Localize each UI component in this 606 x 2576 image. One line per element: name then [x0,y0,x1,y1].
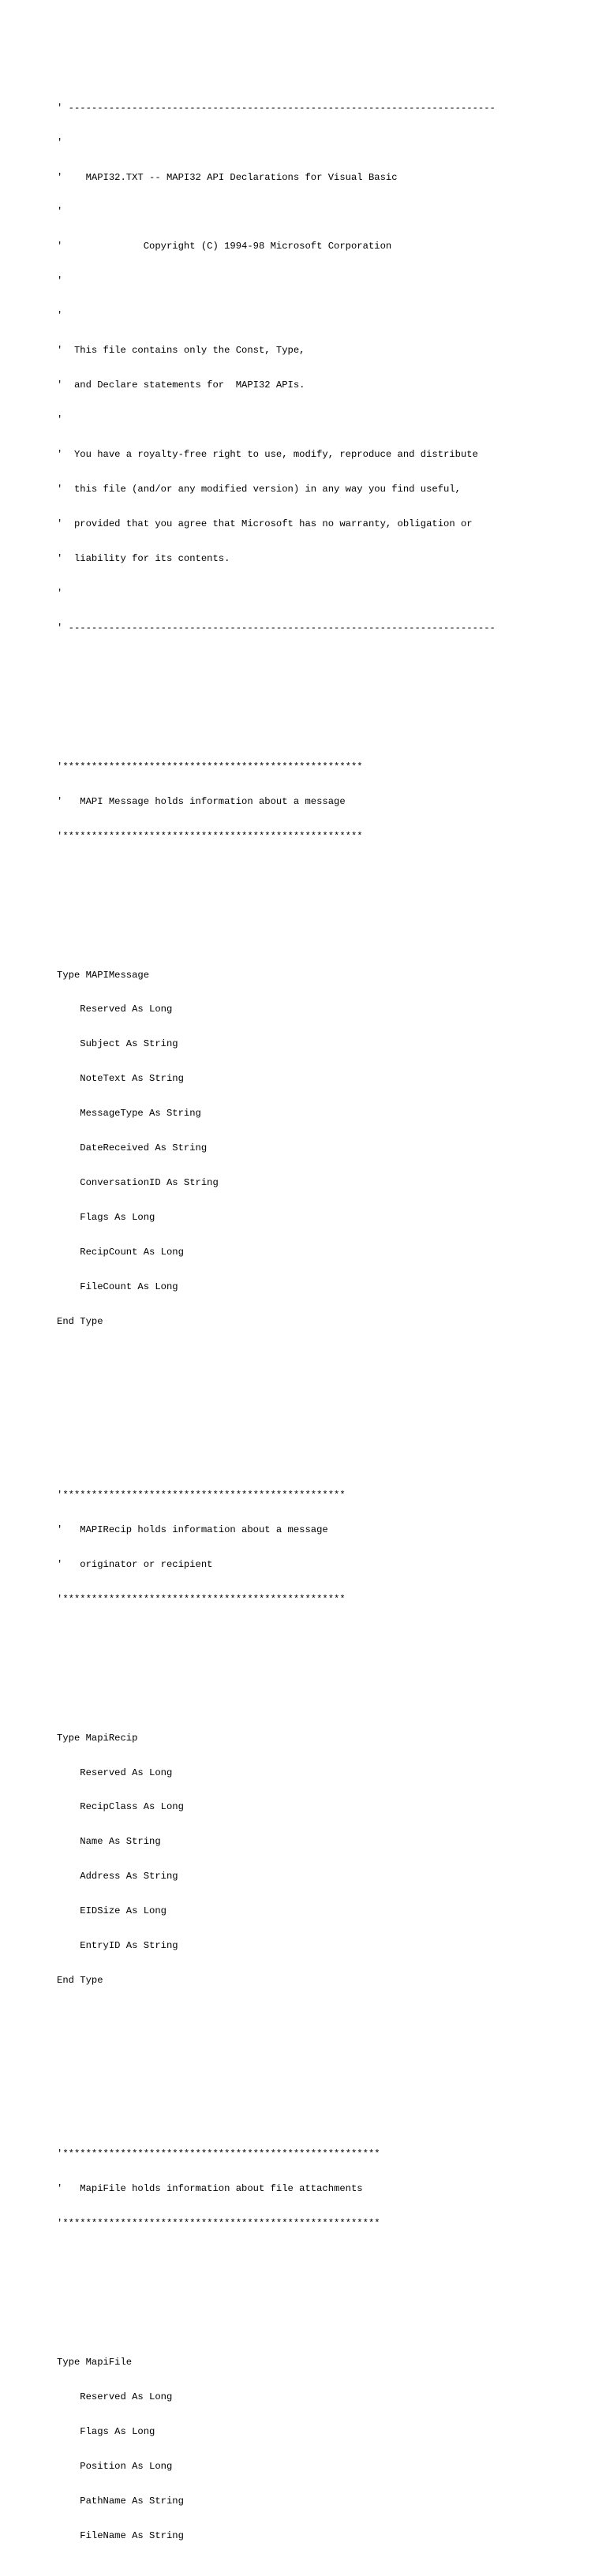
blank-line [57,2079,593,2091]
comment-line: ' [57,587,63,599]
mapi-recip-type-block [57,1709,593,2010]
asterisk-divider: '******************************************************* [57,2217,380,2229]
description-line: ' This file contains only the Const, Type, [57,345,305,357]
blank-line [57,900,593,912]
asterisk-divider: '************************************************* [57,1593,346,1605]
type-field: Position As Long [57,2460,173,2472]
section-comment: ' MAPI Message holds information about a message [57,795,346,807]
blank-line [57,1420,593,1432]
type-field: RecipClass As Long [57,1801,184,1813]
type-field: Reserved As Long [57,2391,173,2402]
mapi-file-type-block [57,2333,593,2564]
type-field: EntryID As String [57,1940,178,1952]
type-field: NoteText As String [57,1073,184,1085]
section-comment: ' originator or recipient [57,1558,213,1570]
type-field: Reserved As Long [57,1767,173,1778]
mapi-message-type-block [57,946,593,1351]
comment-line: ' [57,310,63,322]
license-line: ' You have a royalty-free right to use, modify, reproduce and distribute [57,449,478,461]
type-field: Subject As String [57,1038,178,1050]
type-field: Name As String [57,1836,161,1848]
end-type: End Type [57,1316,103,1328]
end-type: End Type [57,1975,103,1987]
license-line: ' provided that you agree that Microsoft has no warranty, obligation or [57,518,473,530]
header-divider-bottom: ' -------------------------------------------------------------------------- [57,622,496,634]
document-page [57,56,593,2576]
blank-line [57,692,593,704]
type-field: Address As String [57,1871,178,1882]
license-line: ' liability for its contents. [57,553,230,565]
asterisk-divider: '************************************************* [57,1489,346,1501]
type-field: EIDSize As Long [57,1905,166,1917]
blank-line [57,2044,593,2056]
type-field: Flags As Long [57,2425,155,2437]
blank-line [57,1385,593,1397]
license-line: ' this file (and/or any modified version) in any way you find useful, [57,484,461,495]
file-title: ' MAPI32.TXT -- MAPI32 API Declarations for Visual Basic [57,171,398,183]
type-declaration: Type MapiFile [57,2356,133,2368]
type-field: FileCount As Long [57,1281,178,1293]
copyright-line: ' Copyright (C) 1994-98 Microsoft Corporation [57,241,392,252]
header-divider-top: ' -------------------------------------------------------------------------- [57,102,496,114]
blank-line [57,1663,593,1675]
comment-line: ' [57,414,63,426]
type-field: RecipCount As Long [57,1247,184,1258]
type-field: MessageType As String [57,1108,201,1120]
comment-line: ' [57,206,63,218]
type-field: PathName As String [57,2495,184,2507]
type-field: FileName As String [57,2529,184,2541]
type-field: DateReceived As String [57,1142,208,1154]
type-declaration: Type MapiRecip [57,1732,138,1744]
description-line: ' and Declare statements for MAPI32 APIs. [57,379,305,391]
mapi-file-comment-block [57,2125,593,2253]
type-declaration: Type MAPIMessage [57,969,150,981]
asterisk-divider: '**************************************************** [57,830,363,842]
asterisk-divider: '**************************************************** [57,761,363,772]
blank-line [57,2287,593,2299]
type-field: Flags As Long [57,1212,155,1224]
comment-line: ' [57,136,63,148]
section-comment: ' MapiFile holds information about file attachments [57,2182,363,2194]
section-comment: ' MAPIRecip holds information about a message [57,1524,328,1535]
asterisk-divider: '******************************************************* [57,2148,380,2160]
comment-line: ' [57,275,63,287]
type-field: ConversationID As String [57,1177,219,1189]
type-field: Reserved As Long [57,1004,173,1015]
mapi-recip-comment-block [57,1467,593,1628]
mapi-message-comment-block [57,738,593,865]
header-comment-block [57,79,593,657]
